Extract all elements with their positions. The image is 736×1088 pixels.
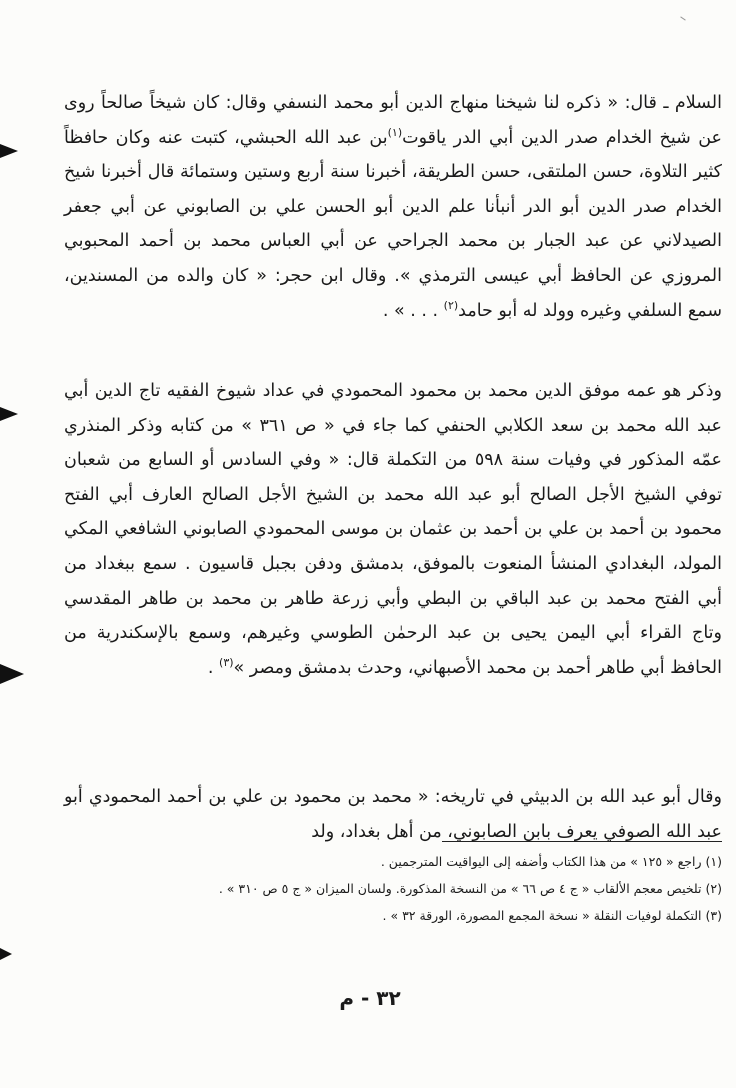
footnote-divider bbox=[442, 841, 722, 842]
paragraph-text: وذكر هو عمه موفق الدين محمد بن محمود المحمودي في عداد شيوخ الفقيه تاج الدين أبي عبد الله محمد بن سعد الكلابي الحنفي كما جاء في « ص ٣٦١ » من كتابه وذكر المنذري عمّه المذكور في وفيات سنة ٥٩٨ من التكملة قال: « وفي السادس أو السابع من شعبان توفي الشيخ الأجل الصالح أبو عبد الله محمد بن الشيخ الأجل الصالح العارف أبي الفتح محمود بن أحمد بن علي بن أحمد بن عثمان بن موسى المحمودي الصابوني الشافعي المكي المولد، البغدادي المنشأ المنعوت بالموفق، بدمشق ودفن بجبل قاسيون . سمع ببغداد من أبي الفتح محمد بن عبد الباقي بن البطي وأبي زرعة طاهر بن محمد بن طاهر المقدسي وتاج القراء أبي اليمن يحيى بن عبد الرحمٰن الطوسي وغيرهم، وسمع بالإسكندرية من الحافظ أبي طاهر أحمد بن محمد الأصبهاني، وحدث بدمشق ومصر » bbox=[64, 381, 722, 678]
footnote-2: (٢) تلخيص معجم الألقاب « ج ٤ ص ٦٦ » من النسخة المذكورة. ولسان الميزان « ج ٥ ص ٣١٠ » . bbox=[218, 881, 722, 896]
page-number: ٣٢ - م bbox=[339, 986, 401, 1010]
paragraph-2 bbox=[64, 374, 722, 685]
footnote-marker[interactable]: (٣) bbox=[219, 655, 234, 669]
footnotes bbox=[64, 848, 722, 929]
footnote-3: (٣) التكملة لوفيات النقلة « نسخة المجمع المصورة، الورقة ٣٢ » . bbox=[382, 908, 722, 923]
paragraph-text: . bbox=[207, 657, 220, 678]
paragraph-text: السلام ـ قال: « ذكره لنا شيخنا منهاج الدين أبو محمد النسفي وقال: كان شيخاً صالحاً روى عن شيخ الخدام صدر الدين أبي الدر ياقوت bbox=[64, 93, 722, 148]
paragraph-text: وقال أبو عبد الله بن الدبيثي في تاريخه: « محمد بن محمود بن علي بن أحمد المحمودي أبو عبد الله الصوفي يعرف بابن الصابوني، من أهل بغداد، ولد bbox=[64, 787, 722, 842]
paragraph-1 bbox=[64, 86, 722, 328]
paragraph-text: . . . » . bbox=[382, 300, 444, 321]
binding-mark bbox=[0, 948, 12, 960]
footnote-marker[interactable]: (٢) bbox=[443, 298, 459, 312]
footnote-marker[interactable]: (١) bbox=[387, 125, 403, 139]
paragraph-text: بن عبد الله الحبشي، كتبت عنه وكان حافظاً كثير التلاوة، حسن الملتقى، حسن الطريقة، أخبرنا سنة أربع وستين وستمائة قال أخبرنا شيخ الخدام صدر الدين أبو الدر أنبأنا علم الدين أبو الحسن علي بن الصابوني عن أبي جعفر الصيدلاني عن عبد الجبار بن محمد الجراحي عن أبي العباس محمد بن أحمد المحبوبي المروزي عن الحافظ أبي عيسى الترمذي ». وقال ابن حجر: « كان والده من المسندين، سمع السلفي وغيره وولد له أبو حامد bbox=[64, 127, 722, 321]
scan-speck bbox=[680, 16, 685, 20]
binding-mark bbox=[0, 664, 24, 684]
footnote-1: (١) راجع « ١٢٥ » من هذا الكتاب وأضفه إلى اليواقيت المترجمين . bbox=[380, 854, 722, 869]
paragraph-3 bbox=[64, 780, 722, 849]
binding-mark bbox=[0, 407, 18, 421]
binding-mark bbox=[0, 144, 18, 158]
